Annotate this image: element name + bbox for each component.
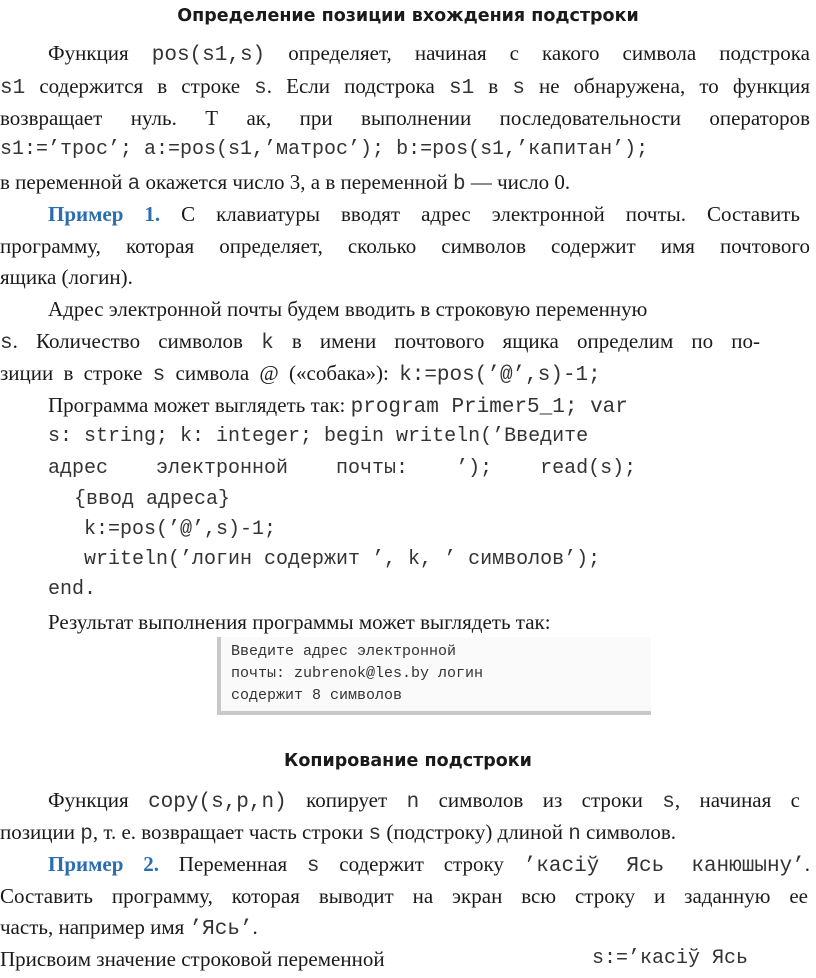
paragraph-line: Составить программу, которая выводит на экран всю строку и заданную ее xyxy=(0,884,808,908)
code-line: s: string; k: integer; begin writeln(’Введите xyxy=(48,425,589,448)
output-line: почты: zubrenok@les.by логин xyxy=(231,665,484,682)
section-title-substring-position: Определение позиции вхождения подстроки xyxy=(177,6,639,26)
paragraph-line: Функция pos(s1,s) определяет, начиная с какого символа подстрока xyxy=(48,41,810,67)
example-2-label: Пример 2. xyxy=(48,852,159,876)
output-line: Введите адрес электронной xyxy=(231,643,457,660)
code-line: s1:=’трос’; a:=pos(s1,’матрос’); b:=pos(s1,’капитан’); xyxy=(0,138,649,161)
output-line: содержит 8 символов xyxy=(231,687,403,704)
code-line: end. xyxy=(48,578,97,601)
paragraph-line: ящика (логин). xyxy=(0,265,133,289)
code-line: writeln(’логин содержит ’, k, ’ символов’); xyxy=(84,548,601,571)
paragraph-line: Функция copy(s,p,n) копирует n символов из строки s, начиная с xyxy=(48,788,801,814)
result-intro: Результат выполнения программы может выглядеть так: xyxy=(48,610,551,634)
paragraph-line: s1 содержится в строке s. Если подстрока s1 в s не обнаружена, то функция xyxy=(0,74,810,100)
paragraph-line: в переменной a окажется число 3, а в переменной b — число 0. xyxy=(0,170,571,196)
last-line-text: Присвоим значение строковой переменной xyxy=(0,947,385,971)
code-line: k:=pos(’@’,s)-1; xyxy=(84,518,277,541)
paragraph-line: часть, например имя ’Ясь’. xyxy=(0,915,258,941)
example-1-line: Пример 1. С клавиатуры вводят адрес электронной почты. Составить xyxy=(48,202,800,226)
paragraph-line: возвращает нуль. Т ак, при выполнении последовательности операторов xyxy=(0,106,810,130)
code-comment: {ввод адреса} xyxy=(74,488,231,511)
example-1-label: Пример 1. xyxy=(48,202,161,226)
last-line-code: s:=’касіў Ясь xyxy=(592,947,749,970)
paragraph-line: программу, которая определяет, сколько символов содержит имя почтового xyxy=(0,234,810,258)
code-line: адрес электронной почты: ’); read(s); xyxy=(48,457,637,480)
paragraph-line: зиции в строке s символа @ («собака»): k:=pos(’@’,s)-1; xyxy=(0,361,601,387)
example-2-line: Пример 2. Переменная s содержит строку ’касіў Ясь канюшыну’. xyxy=(48,852,811,878)
section-title-copy-substring: Копирование подстроки xyxy=(284,751,532,771)
program-intro-line: Программа может выглядеть так: program Primer5_1; var xyxy=(48,393,628,419)
paragraph-line: позиции p, т. е. возвращает часть строки s (подстроку) длиной n символов. xyxy=(0,820,677,846)
paragraph-line: s. Количество символов k в имени почтового ящика определим по по- xyxy=(0,329,760,355)
program-output-box xyxy=(217,637,651,715)
paragraph-line: Адрес электронной почты будем вводить в строковую переменную xyxy=(48,297,648,321)
